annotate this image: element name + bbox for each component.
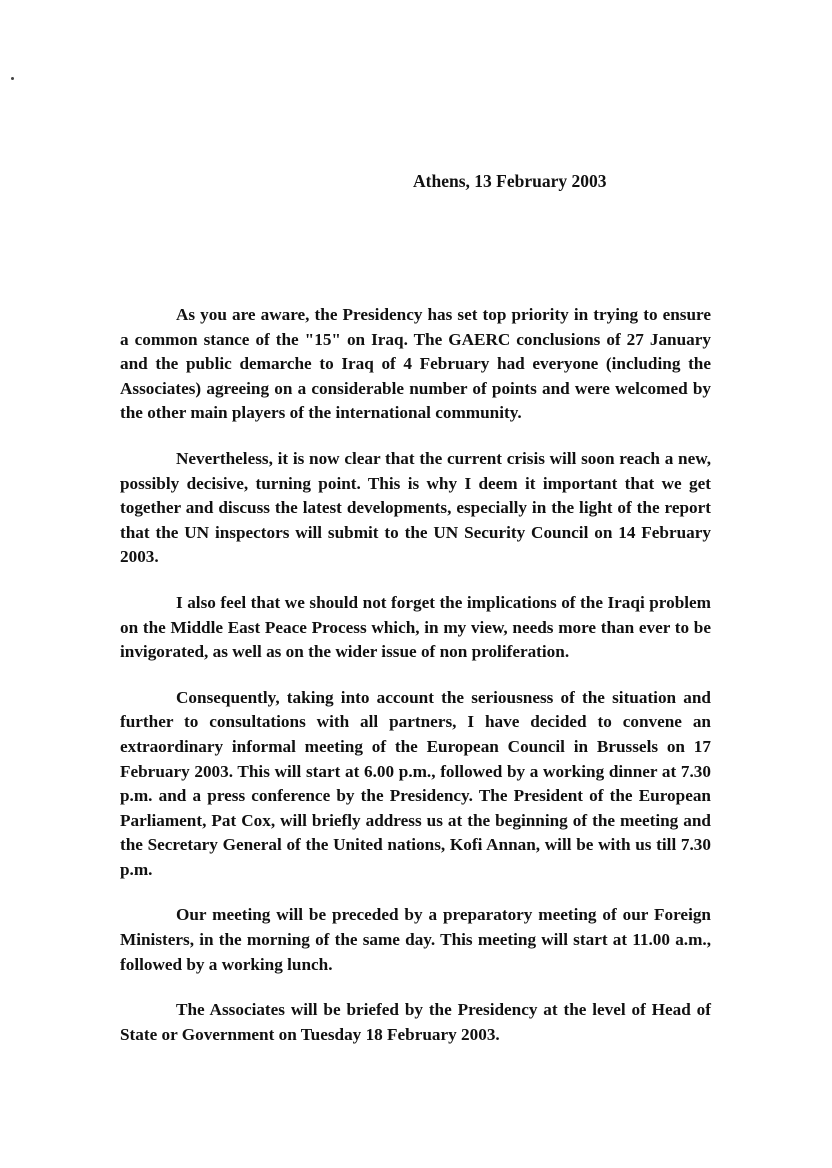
letter-body [120, 303, 711, 1047]
paragraph-turning-point: Nevertheless, it is now clear that the current crisis will soon reach a new, possibly decisive, turning point. This is why I deem it important that we get together and discuss the latest developments, especially in the light of the report that the UN inspectors will submit to the UN Security Council on 14 February 2003. [120, 448, 711, 567]
paragraph-middle-east: I also feel that we should not forget the implications of the Iraqi problem on the Middle East Peace Process which, in my view, needs more than ever to be invigorated, as well as on the wider issue of non proliferation. [120, 592, 711, 662]
paragraph-foreign-ministers: Our meeting will be preceded by a preparatory meeting of our Foreign Ministers, in the morning of the same day. This meeting will start at 11.00 a.m., followed by a working lunch. [120, 905, 711, 974]
letter-date: Athens, 13 February 2003 [413, 171, 607, 191]
paragraph-associates-briefing: The Associates will be briefed by the Presidency at the level of Head of State or Government on Tuesday 18 February 2003. [120, 1000, 711, 1044]
scan-speck [11, 77, 14, 80]
paragraph-common-stance: As you are aware, the Presidency has set top priority in trying to ensure a common stance of the "15" on Iraq. The GAERC conclusions of 27 January and the public demarche to Iraq of 4 February had everyone (including the Associates) agreeing on a considerable number of points and were welcomed by the other main players of the international community. [120, 305, 711, 423]
paragraph-extraordinary-meeting: Consequently, taking into account the seriousness of the situation and further to consultations with all partners, I have decided to convene an extraordinary informal meeting of the European Council in Brussels on 17 February 2003. This will start at 6.00 p.m., followed by a working dinner at 7.30 p.m. and a press conference by the Presidency. The President of the European Parliament, Pat Cox, will briefly address us at the beginning of the meeting and the Secretary General of the United nations, Kofi Annan, will be with us till 7.30 p.m. [120, 687, 711, 879]
